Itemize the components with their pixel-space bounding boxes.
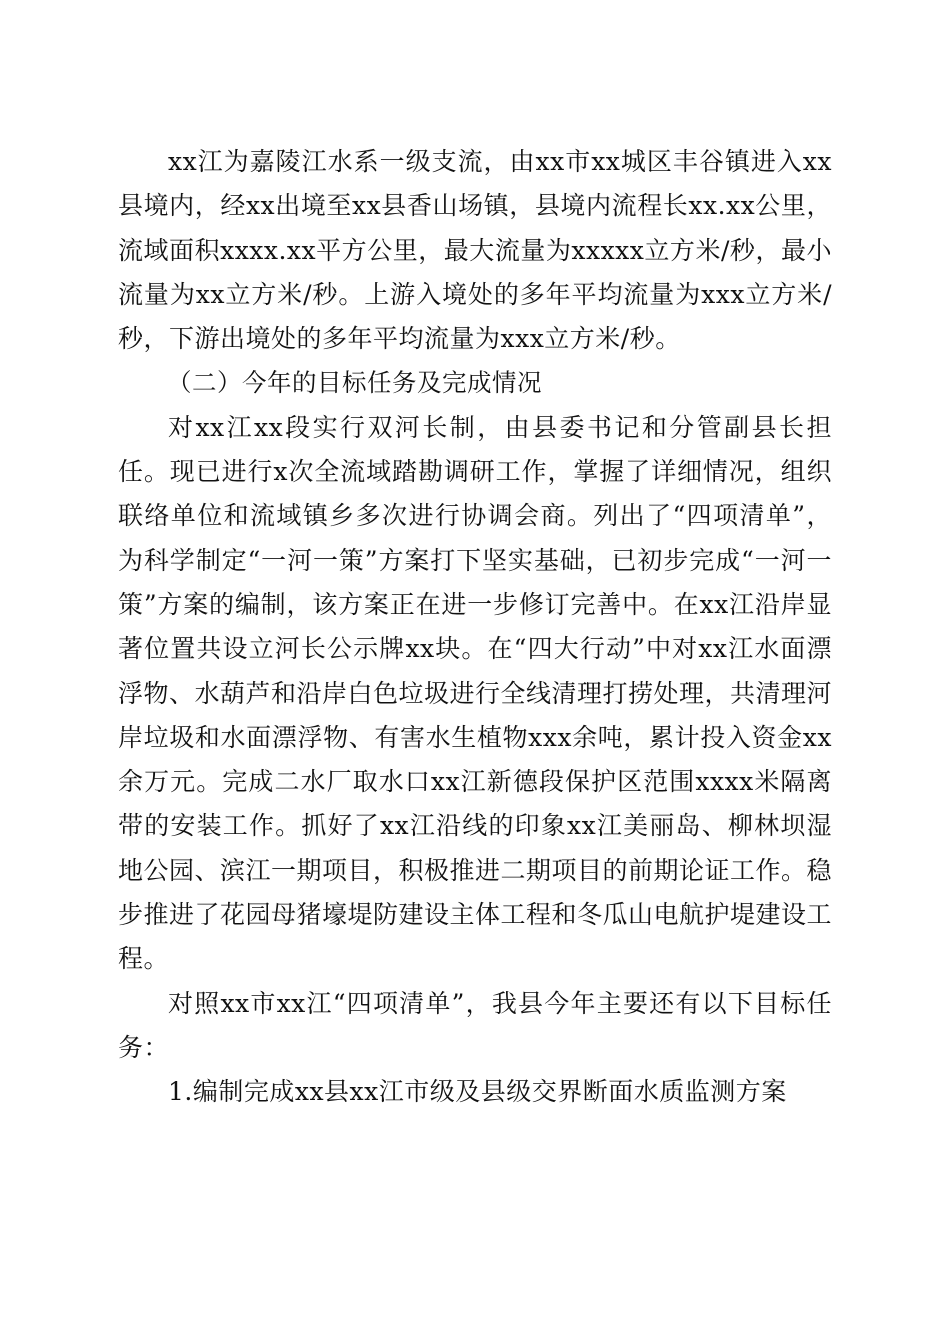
list-item-task-1: 1.编制完成xx县xx江市级及县级交界断面水质监测方案 [168, 1077, 787, 1107]
section-heading-goals: （二）今年的目标任务及完成情况 [167, 368, 542, 398]
paragraph-river-overview: xx江为嘉陵江水系一级支流，由xx市xx城区丰谷镇进入xx县境内，经xx出境至xx县香山场镇，县境内流程长xx.xx公里，流域面积xxxx.xx平方公里，最大流量为xxxxx立方米/秒，最小流量为xx立方米/秒。上游入境处的多年平均流量为xxx立方米/秒，下游出境处的多年平均流量为xxx立方米/秒。 [118, 147, 832, 354]
document-body [118, 140, 832, 1115]
paragraph-progress: 对xx江xx段实行双河长制，由县委书记和分管副县长担任。现已进行x次全流域踏勘调研工作，掌握了详细情况，组织联络单位和流域镇乡多次进行协调会商。列出了“四项清单”，为科学制定“一河一策”方案打下坚实基础，已初步完成“一河一策”方案的编制，该方案正在进一步修订完善中。在xx江沿岸显著位置共设立河长公示牌xx块。在“四大行动”中对xx江水面漂浮物、水葫芦和沿岸白色垃圾进行全线清理打捞处理，共清理河岸垃圾和水面漂浮物、有害水生植物xxx余吨，累计投入资金xx余万元。完成二水厂取水口xx江新德段保护区范围xxxx米隔离带的安装工作。抓好了xx江沿线的印象xx江美丽岛、柳林坝湿地公园、滨江一期项目，积极推进二期项目的前期论证工作。稳步推进了花园母猪壕堤防建设主体工程和冬瓜山电航护堤建设工程。 [118, 412, 833, 974]
paragraph-remaining-tasks-intro: 对照xx市xx江“四项清单”，我县今年主要还有以下目标任务： [118, 988, 832, 1062]
